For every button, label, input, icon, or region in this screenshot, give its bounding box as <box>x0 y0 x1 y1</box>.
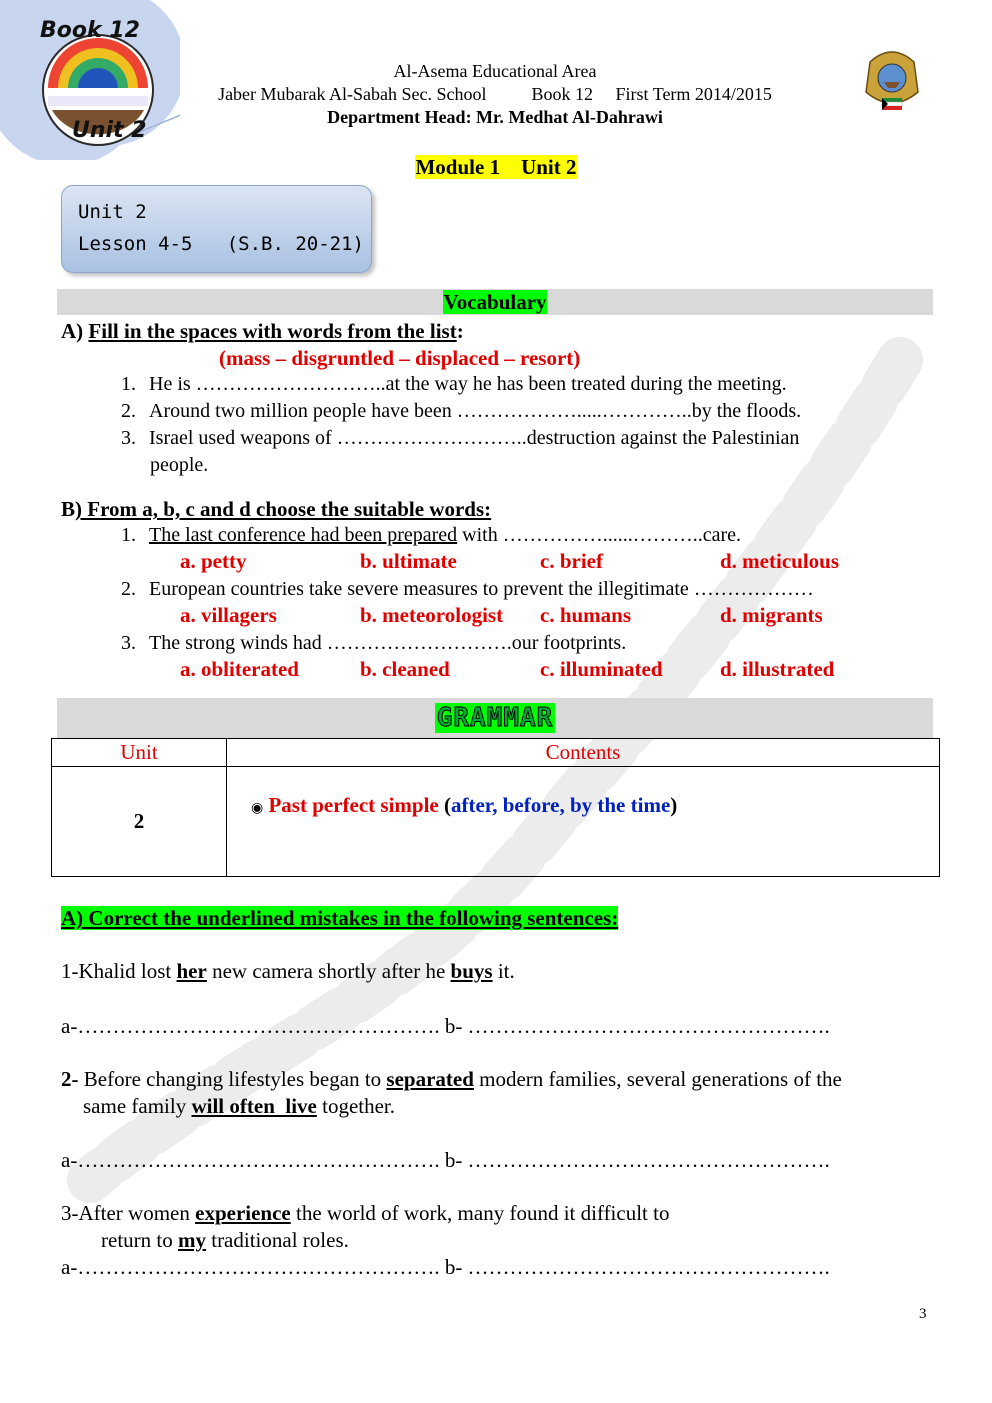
option-b: b. ultimate <box>360 549 457 573</box>
grammar-table <box>51 738 940 877</box>
correction-title: A) Correct the underlined mistakes in the following sentences: <box>61 906 619 930</box>
option-c: c. humans <box>540 603 632 627</box>
item-number: 2. <box>121 578 136 600</box>
vocab-section-a-instruction: Fill in the spaces with words from the list <box>88 319 457 343</box>
correction-sentence-2 <box>61 1066 842 1093</box>
vocab-a-item-3 <box>121 425 799 452</box>
grammar-table-header <box>52 739 940 767</box>
header-book: Book 12 <box>531 84 594 104</box>
vocab-b-options-1 <box>0 549 992 577</box>
vocab-b-item-2 <box>121 576 814 603</box>
vocab-section-a-heading <box>61 318 464 345</box>
grammar-contents-cell <box>227 767 940 877</box>
sentence-text: new camera shortly after he <box>206 959 451 983</box>
answer-line-3: a-……………………………………………. b- ……………………………………………. <box>61 1255 830 1279</box>
vocab-section-a-label: A) <box>61 319 89 343</box>
vocab-b-item-3 <box>121 630 626 657</box>
kuwait-crest-icon <box>862 42 922 122</box>
grammar-band <box>57 698 933 738</box>
header-school: Jaber Mubarak Al-Sabah Sec. School <box>218 84 487 104</box>
item-text: Around two million people have been ……………….....…………..by the floods. <box>149 400 802 422</box>
sentence-text: together. <box>316 1094 396 1118</box>
sentence-text: traditional roles. <box>205 1228 349 1252</box>
paren-open: ( <box>438 793 451 817</box>
option-a: a. villagers <box>180 603 277 627</box>
item-number: 1. <box>121 373 136 395</box>
underlined-mistake: separated <box>386 1067 474 1091</box>
underlined-mistake: my <box>177 1228 206 1252</box>
vocab-b-options-2 <box>0 603 992 631</box>
sentence-text: Before changing lifestyles began to <box>78 1067 387 1091</box>
vocab-word-list: (mass – disgruntled – displaced – resort) <box>219 346 581 370</box>
answer-line-1: a-……………………………………………. b- ……………………………………………. <box>61 1014 830 1038</box>
correction-heading <box>61 905 618 932</box>
vocab-b-options-3 <box>0 657 992 685</box>
vocabulary-title: Vocabulary <box>443 290 547 314</box>
item-number: 3. <box>121 632 136 654</box>
sentence-text: same family <box>83 1094 192 1118</box>
header-term: First Term 2014/2015 <box>615 84 772 104</box>
grammar-col-unit: Unit <box>52 739 227 767</box>
lesson-box-lesson: Lesson 4-5 (S.B. 20-21) <box>78 233 364 255</box>
item-text: Israel used weapons of ………………………..destruction against the Palestinian <box>149 427 800 449</box>
sentence-number: 2- <box>61 1067 79 1091</box>
correction-sentence-3-cont <box>101 1227 349 1254</box>
item-number: 3. <box>121 427 136 449</box>
bullet-icon: ◉ <box>251 801 264 816</box>
sentence-text: return to <box>101 1228 178 1252</box>
option-b: b. cleaned <box>360 657 450 681</box>
sentence-text: 1-Khalid lost <box>61 959 177 983</box>
sentence-text: modern families, several generations of the <box>473 1067 842 1091</box>
vocab-section-b-label: B <box>61 497 76 521</box>
grammar-topic: Past perfect simple <box>268 793 439 817</box>
option-d: d. meticulous <box>720 549 840 573</box>
correction-sentence-2-cont <box>83 1093 395 1120</box>
badge-unit-label: Unit 2 <box>72 118 147 143</box>
vocab-a-item-3-cont: people. <box>150 454 209 476</box>
sentence-text: it. <box>492 959 515 983</box>
option-b: b. meteorologist <box>360 603 504 627</box>
table-row <box>52 767 940 877</box>
grammar-title: GRAMMAR <box>436 703 554 733</box>
vocab-b-item-1 <box>121 522 741 549</box>
badge-book-label: Book 12 <box>40 18 140 43</box>
option-a: a. obliterated <box>180 657 299 681</box>
correction-sentence-3 <box>61 1200 669 1227</box>
sentence-text: the world of work, many found it difficult to <box>290 1201 670 1225</box>
grammar-unit-value: 2 <box>52 767 227 877</box>
item-number: 1. <box>121 524 136 546</box>
grammar-col-contents: Contents <box>227 739 940 767</box>
header-school-line <box>150 83 840 106</box>
vocab-section-b-instruction: ) From a, b, c and d choose the suitable words: <box>75 497 492 521</box>
underlined-mistake: experience <box>195 1201 291 1225</box>
item-number: 2. <box>121 400 136 422</box>
item-text: The strong winds had ……………………….our footprints. <box>149 632 627 654</box>
item-text: with ……………......………..care. <box>457 524 742 546</box>
underlined-mistake: her <box>176 959 207 983</box>
module-title <box>0 155 992 180</box>
grammar-keywords: after, before, by the time <box>451 793 671 817</box>
header-department-head: Department Head: Mr. Medhat Al-Dahrawi <box>327 107 663 127</box>
sentence-text: 3-After women <box>61 1201 196 1225</box>
lesson-box-unit: Unit 2 <box>78 201 147 223</box>
vocab-section-b-heading <box>61 496 491 523</box>
module-title-text: Module 1 Unit 2 <box>415 155 577 179</box>
option-c: c. brief <box>540 549 603 573</box>
item-text: He is ………………………..at the way he has been treated during the meeting. <box>149 373 787 395</box>
underlined-mistake: buys <box>450 959 493 983</box>
answer-line-2: a-……………………………………………. b- ……………………………………………. <box>61 1148 830 1172</box>
vocab-section-a-colon: : <box>456 319 464 343</box>
item-text: European countries take severe measures to prevent the illegitimate ……………… <box>149 578 814 600</box>
correction-sentence-1 <box>61 958 515 985</box>
option-d: d. illustrated <box>720 657 835 681</box>
option-d: d. migrants <box>720 603 823 627</box>
option-a: a. petty <box>180 549 247 573</box>
option-c: c. illuminated <box>540 657 663 681</box>
page-number: 3 <box>919 1306 927 1322</box>
vocabulary-band <box>57 289 933 315</box>
item-underlined: The last conference had been prepared <box>149 524 458 546</box>
header-area: Al-Asema Educational Area <box>393 61 597 81</box>
underlined-mistake: will often live <box>191 1094 317 1118</box>
vocab-a-item-1 <box>121 371 787 398</box>
paren-close: ) <box>670 793 678 817</box>
vocab-a-item-2 <box>121 398 801 425</box>
lesson-box <box>61 185 372 273</box>
